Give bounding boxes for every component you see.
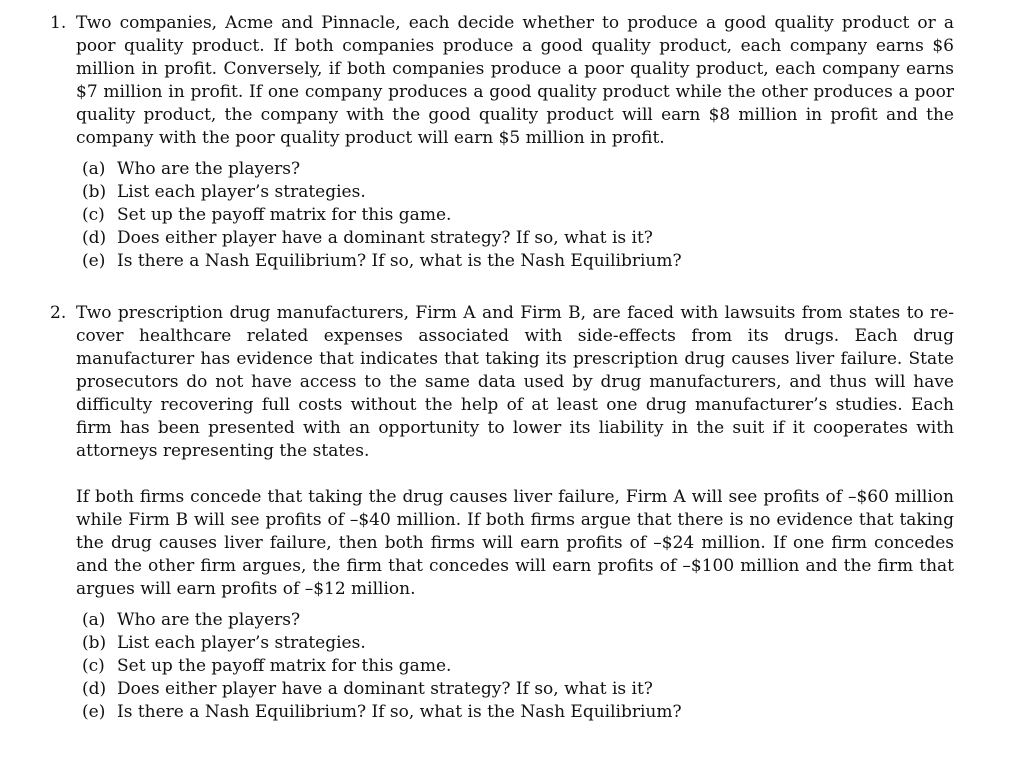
problem-text: Two companies, Acme and Pinnacle, each decide whether to produce a good quality product or a poor quality product. If both companies produce a good quality product, each company earns $6 million in profit. Conversely, if both companies produce a poor quality product, each company earns $7 million in profit. If one company produces a good quality product while the other produces a poor quality product, the company with the good quality product will earn $8 million in profit and the company with the poor quality product will earn $5 million in profit. [76, 13, 954, 148]
problem-number: 2. [50, 303, 67, 323]
subquestion [82, 204, 954, 227]
subquestion-label: (c) [82, 656, 105, 676]
paragraph-gap [76, 463, 954, 486]
problem-1 [0, 12, 954, 273]
subquestion [82, 227, 954, 250]
problem-2 [0, 302, 954, 724]
subquestion-text: List each player’s strategies. [117, 182, 366, 202]
subquestion-text: Does either player have a dominant strategy? If so, what is it? [117, 228, 653, 248]
subquestion-text: Is there a Nash Equilibrium? If so, what is the Nash Equilibrium? [117, 702, 682, 722]
subquestion-text: Set up the payoff matrix for this game. [117, 205, 452, 225]
subquestion-list [76, 158, 954, 273]
subquestion-text: Who are the players? [117, 610, 301, 630]
subquestion-label: (d) [82, 228, 107, 248]
subquestion-text: Is there a Nash Equilibrium? If so, what is the Nash Equilibrium? [117, 251, 682, 271]
subquestion [82, 158, 954, 181]
subquestion-text: Set up the payoff matrix for this game. [117, 656, 452, 676]
subquestion [82, 250, 954, 273]
subquestion [82, 655, 954, 678]
subquestion [82, 609, 954, 632]
subquestion-label: (e) [82, 251, 106, 271]
subquestion-label: (b) [82, 633, 107, 653]
subquestion-label: (d) [82, 679, 107, 699]
subquestion [82, 632, 954, 655]
subquestion-text: Does either player have a dominant strategy? If so, what is it? [117, 679, 653, 699]
subquestion-label: (b) [82, 182, 107, 202]
problem-number: 1. [50, 13, 67, 33]
subquestion-label: (e) [82, 702, 106, 722]
subquestion [82, 678, 954, 701]
subquestion [82, 701, 954, 724]
problem-text: Two prescription drug manufacturers, Firm A and Firm B, are faced with lawsuits from states to recover healthcare related expenses associated with side-effects from its drugs. Each drug manufacturer has evidence that indicates that taking its prescription drug causes liver failure. State prosecutors do not have access to the same data used by drug manufacturers, and thus will have difficulty recovering full costs without the help of at least one drug manufacturer’s studies. Each firm has been presented with an opportunity to lower its liability in the suit if it cooperates with attorneys representing the states. [76, 303, 954, 461]
subquestion-list [76, 609, 954, 724]
subquestion-text: List each player’s strategies. [117, 633, 366, 653]
subquestion-label: (c) [82, 205, 105, 225]
subquestion-label: (a) [82, 610, 106, 630]
subquestion-text: Who are the players? [117, 159, 301, 179]
subquestion [82, 181, 954, 204]
problem-text-continued: If both firms concede that taking the drug causes liver failure, Firm A will see profits of –$60 million while Firm B will see profits of –$40 million. If both firms argue that there is no evidence that taking the drug causes liver failure, then both firms will earn profits of –$24 million. If one firm concedes and the other firm argues, the firm that concedes will earn profits of –$100 million and the firm that argues will earn profits of –$12 million. [76, 487, 954, 599]
subquestion-label: (a) [82, 159, 106, 179]
